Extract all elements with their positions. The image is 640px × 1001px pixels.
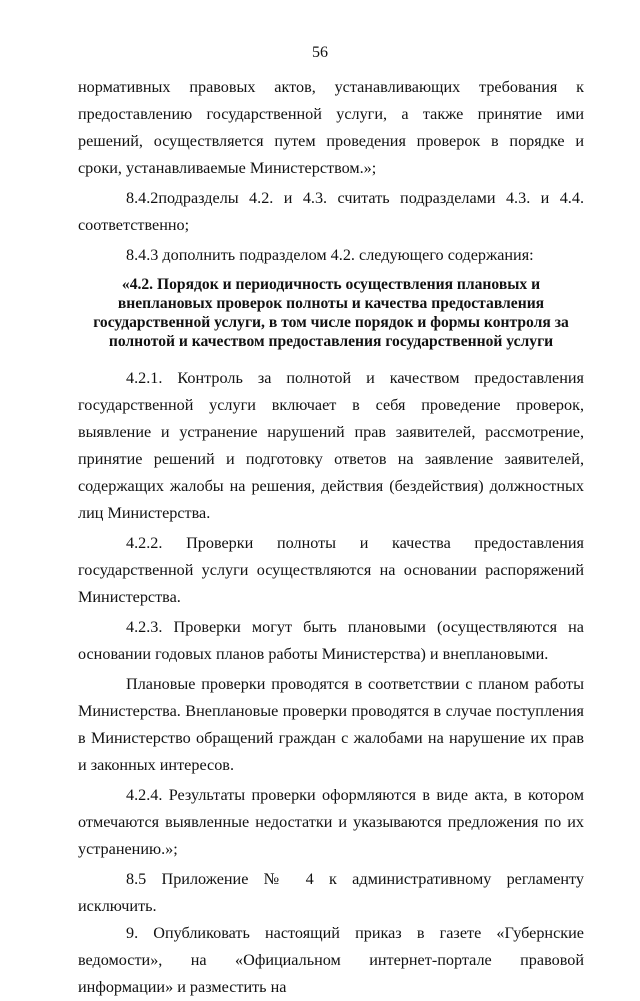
- paragraph: 8.5 Приложение № 4 к административному регламенту исключить.: [78, 870, 584, 915]
- paragraph: 4.2.2. Проверки полноты и качества предоставления государственной услуги осуществляются на основании распоряжений Министерства.: [78, 534, 584, 606]
- paragraph: Плановые проверки проводятся в соответствии с планом работы Министерства. Внеплановые проверки проводятся в случае поступления в Министерство обращений граждан с жалобами на нарушение их прав и законных интересов.: [78, 675, 584, 774]
- paragraph: 8.4.2подразделы 4.2. и 4.3. считать подразделами 4.3. и 4.4. соответственно;: [78, 189, 584, 234]
- page-number: 56: [312, 44, 328, 61]
- paragraph: 4.2.4. Результаты проверки оформляются в виде акта, в котором отмечаются выявленные недостатки и указываются предложения по их устранению.»;: [78, 786, 584, 858]
- paragraph: 8.4.3 дополнить подразделом 4.2. следующего содержания:: [126, 246, 534, 264]
- document-body: [78, 74, 584, 1001]
- paragraph: нормативных правовых актов, устанавливающих требования к предоставлению государственной услуги, а также принятие ими решений, осуществляется путем проведения проверок в порядке и сроки, устанавливаемые Министерством.»;: [78, 78, 584, 177]
- paragraph: 4.2.1. Контроль за полнотой и качеством предоставления государственной услуги включает в себя проведение проверок, выявление и устранение нарушений прав заявителей, рассмотрение, принятие решений и подготовку ответов на заявление заявителей, содержащих жалобы на решения, действия (бездействия) должностных лиц Министерства.: [78, 369, 584, 522]
- paragraph: 9. Опубликовать настоящий приказ в газете «Губернские ведомости», на «Официальном интернет-портале правовой информации» и разместить на: [78, 924, 584, 996]
- paragraph: 4.2.3. Проверки могут быть плановыми (осуществляются на основании годовых планов работы Министерства) и внеплановыми.: [78, 618, 584, 663]
- section-heading: «4.2. Порядок и периодичность осуществления плановых и внеплановых проверок полноты и качества предоставления государственной услуги, в том числе порядок и формы контроля за полнотой и качеством предоставления государственной услуги: [93, 276, 569, 350]
